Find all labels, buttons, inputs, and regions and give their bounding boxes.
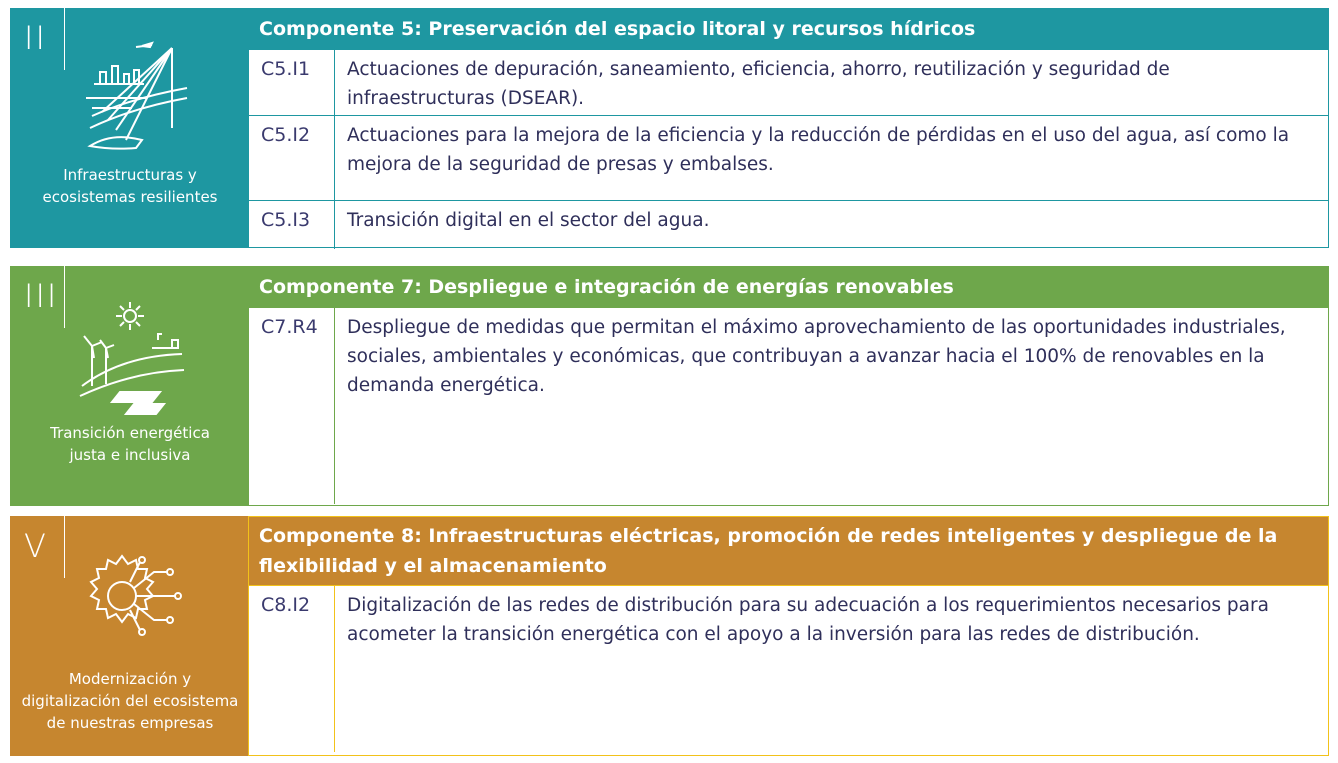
digital-gear-icon [72,536,188,666]
divider [64,266,65,328]
table-row [249,115,1328,200]
measure-code: C5.I1 [249,50,335,115]
component-table [248,266,1329,506]
lever-numeral: III [24,277,59,315]
component-header: Componente 5: Preservación del espacio litoral y recursos hídricos [249,9,1328,49]
divider [64,8,65,70]
renewable-energy-icon [72,286,188,416]
block-component-5 [10,8,1329,248]
divider [64,516,65,578]
block-component-7 [10,266,1329,506]
bridge-city-train-icon [72,28,188,158]
measure-description: Transición digital en el sector del agua. [347,210,710,231]
measure-description: Actuaciones de depuración, saneamiento, eficiencia, ahorro, reutilización y seguridad de infraestructuras (DSEAR). [347,59,1170,109]
measure-description: Despliegue de medidas que permitan el máximo aprovechamiento de las oportunidades industriales, sociales, ambientales y económicas, que contribuyan a avanzar hacia el 100% de renovables en la demanda energética. [347,317,1286,396]
measure-description: Actuaciones para la mejora de la eficiencia y la reducción de pérdidas en el uso del agua, así como la mejora de la seguridad de presas y embalses. [347,125,1290,175]
lever-label: Modernización y digitalización del ecosistema de nuestras empresas [21,670,239,732]
table-row [249,307,1328,504]
block-component-8 [10,516,1329,756]
policy-lever-panel [10,266,250,506]
lever-numeral: II [24,19,47,57]
lever-label: Transición energética justa e inclusiva [50,424,210,464]
measure-code: C5.I3 [249,201,335,249]
measure-code: C5.I2 [249,116,335,200]
measure-code: C7.R4 [249,308,335,504]
component-header: Componente 8: Infraestructuras eléctricas, promoción de redes inteligentes y despliegue de la flexibilidad y el almacenamiento [249,517,1328,585]
measure-code: C8.I2 [249,586,335,752]
component-table [248,516,1329,756]
measure-description: Digitalización de las redes de distribución para su adecuación a los requerimientos necesarios para acometer la transición energética con el apoyo a la inversión para las redes de distribución. [347,595,1269,645]
table-row [249,585,1328,752]
policy-lever-panel [10,8,250,248]
table-row [249,49,1328,115]
lever-label: Infraestructuras y ecosistemas resilientes [42,166,218,206]
policy-lever-panel [10,516,250,756]
lever-numeral: V [24,527,48,565]
table-row [249,200,1328,249]
component-header: Componente 7: Despliegue e integración de energías renovables [249,267,1328,307]
component-table [248,8,1329,248]
